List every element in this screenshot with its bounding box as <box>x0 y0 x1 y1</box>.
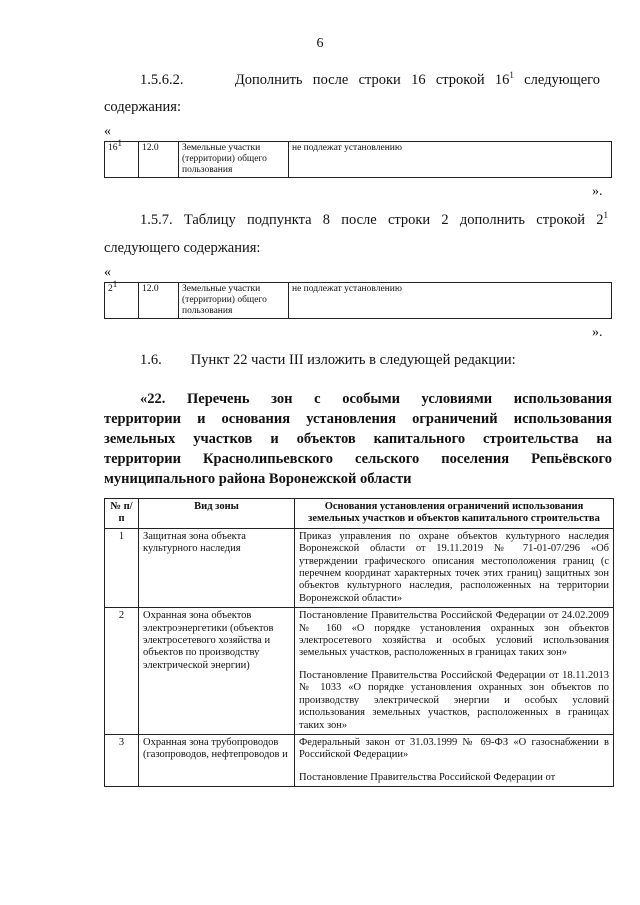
cell-number: $16^1$ <box>105 142 139 178</box>
cell-zone: Охранная зона трубопроводов (газопроводов, нефтепроводов и <box>139 734 295 786</box>
paragraph-text: 1.5.7. Таблицу подпункта 8 после строки 2 дополнить строкой 2 <box>140 212 604 228</box>
cell-basis: Федеральный закон от 31.03.1999 № 69-ФЗ «О газоснабжении в Российской Федерации» Постановление Правительства Российской Федерации от <box>295 734 614 786</box>
cell-number: 1 <box>105 528 139 607</box>
insert-table-2 <box>104 279 612 319</box>
header-zone: Вид зоны <box>139 499 295 529</box>
table-header-row <box>105 499 614 529</box>
table-row <box>105 528 614 607</box>
insert-table-1 <box>104 138 612 178</box>
cell-basis: Постановление Правительства Российской Федерации от 24.02.2009 № 160 «О порядке установления охранных зон объектов электросетевого хозяйства и особых условий использования земельных участков, расположенных в границах таких зон» Постановление Правительства Российской Федерации от 18.11.2013 № 1033 «О порядке установления охранных зон объектов по производству электрической энергии и особых условий использования земельных участков, расположенных в границах таких зон» <box>295 608 614 735</box>
table-row <box>105 283 612 319</box>
paragraph-1562-line2: содержания: <box>104 99 182 115</box>
cell-code: 12.0 <box>139 142 179 178</box>
table-row <box>105 734 614 786</box>
header-basis: Основания установления ограничений использования земельных участков и объектов капитального строительства <box>295 499 614 529</box>
paragraph-number: 1.6. <box>140 352 162 368</box>
superscript: 1 <box>509 70 514 81</box>
paragraph-number: 1.5.6.2. <box>140 72 184 88</box>
cell-name: Земельные участки (территории) общего пользования <box>179 283 289 319</box>
cell-code: 12.0 <box>139 283 179 319</box>
table-row <box>105 142 612 178</box>
section-heading: «22. Перечень зон с особыми условиями использования территории и основания установления ограничений использования земельных участков и объектов капитального строительства на территории Краснолипьевского сельского поселения Репьёвского муниципального района Воронежской области <box>104 391 612 487</box>
header-number: № п/п <box>105 499 139 529</box>
paragraph-text: Дополнить после строки 16 строкой 16 <box>234 72 510 88</box>
cell-value: не подлежат установлению <box>289 142 612 178</box>
table-row <box>105 608 614 735</box>
close-quote: ». <box>592 184 603 199</box>
cell-number: 3 <box>105 734 139 786</box>
paragraph-157-line1 <box>140 210 608 230</box>
superscript: 1 <box>603 210 608 221</box>
cell-number: 2 <box>105 608 139 735</box>
cell-value: не подлежат установлению <box>289 283 612 319</box>
paragraph-16 <box>140 350 610 370</box>
cell-name: Земельные участки (территории) общего пользования <box>179 142 289 178</box>
page-number: 6 <box>316 36 324 51</box>
paragraph-157-line2: следующего содержания: <box>104 240 261 256</box>
cell-zone: Защитная зона объекта культурного наследия <box>139 528 295 607</box>
cell-zone: Охранная зона объектов электроэнергетики (объектов электросетевого хозяйства и объектов по производству электрической энергии) <box>139 608 295 735</box>
zones-table <box>104 498 614 787</box>
paragraph-text-end: следующего <box>513 72 600 88</box>
open-quote: « <box>104 124 111 139</box>
close-quote: ». <box>592 325 603 340</box>
cell-number: $2^1$ <box>105 283 139 319</box>
paragraph-text: Пункт 22 части III изложить в следующей редакции: <box>190 352 516 368</box>
open-quote: « <box>104 265 111 280</box>
cell-basis: Приказ управления по охране объектов культурного наследия Воронежской области от 19.11.2019 № 71-01-07/296 «Об утверждении графического описания местоположения границ (с перечнем координат характерных точек этих границ) защитных зон объектов культурного наследия, расположенных на территории Воронежской области» <box>295 528 614 607</box>
paragraph-1562-line1 <box>140 70 600 90</box>
